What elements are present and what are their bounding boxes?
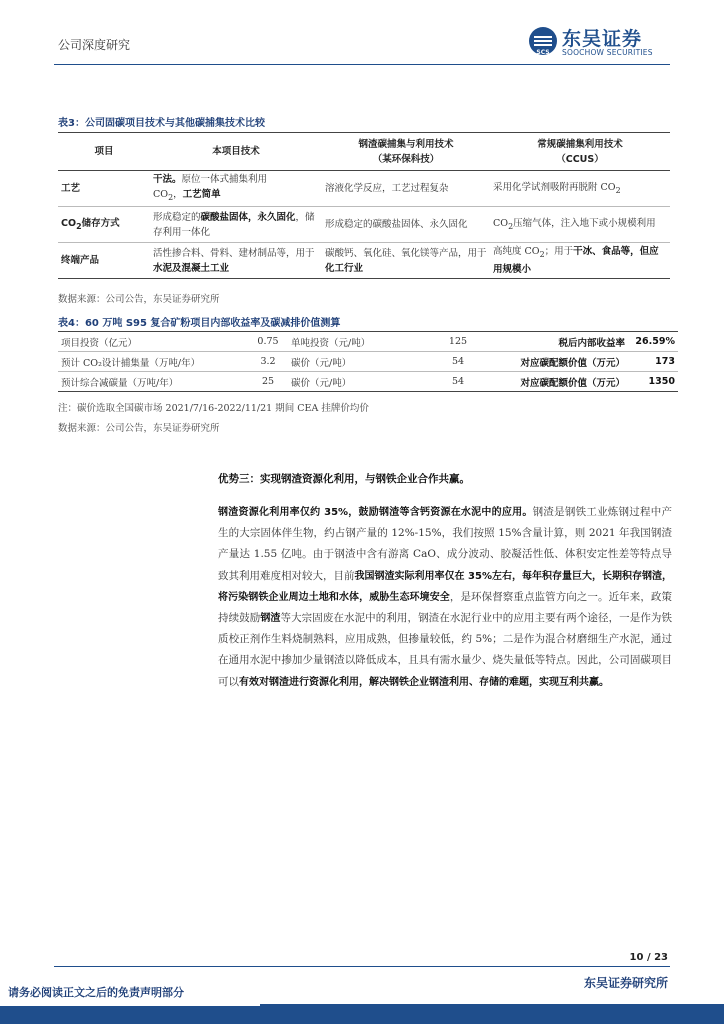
cell-own-process: 干法。原位一体式捕集利用 $CO_2$，工艺简单 [153, 174, 268, 202]
footer-rule [54, 966, 670, 967]
table-row [58, 171, 670, 207]
cell-own-product: 活性掺合料、骨料、建材制品等，用于水泥及混凝土工业 [153, 247, 315, 274]
cell-key: 对应碳配额价值（万元） [520, 357, 625, 369]
cell-value: 54 [451, 376, 465, 387]
svg-text:SCS: SCS [536, 49, 550, 56]
cell-slag-product: 碳酸钙、氧化硅、氧化镁等产品，用于化工行业 [325, 247, 487, 274]
table4-source: 数据来源：公司公告，东吴证券研究所 [58, 423, 220, 434]
brand-name-en: SOOCHOW SECURITIES [562, 48, 653, 57]
table-row [58, 352, 678, 372]
cell-value: 125 [448, 336, 468, 347]
brand-name-cn: 东吴证券 [562, 28, 643, 50]
table-row [58, 243, 670, 279]
footer-band [0, 1004, 724, 1024]
table-header-row [58, 133, 670, 171]
cell-slag-process: 溶液化学反应，工艺过程复杂 [325, 183, 449, 194]
table4-note: 注：碳价选取全国碳市场 2021/7/16-2022/11/21 期间 CEA 挂牌价均价 [58, 403, 369, 414]
section-heading: 优势三：实现钢渣资源化利用，与钢铁企业合作共赢。 [218, 473, 470, 485]
col-header-ccus: 常规碳捕集利用技术 （CCUS） [537, 138, 623, 165]
table-row [58, 372, 678, 392]
cell-label: 碳价（元/吨） [291, 357, 352, 369]
cell-label: 项目投资（亿元） [61, 337, 138, 349]
cell-value: 3.2 [260, 356, 276, 367]
cell-ccus-product: 高纯度 $CO_2$；用于干冰、食品等，但应用规模小 [493, 246, 659, 275]
row-label-product: 终端产品 [61, 255, 100, 266]
table-row [58, 207, 670, 243]
table4-caption: 表4：60 万吨 S95 复合矿粉项目内部收益率及碳减排价值测算 [58, 318, 341, 329]
report-type-label: 公司深度研究 [58, 38, 131, 52]
cell-key-value: 1350 [648, 376, 675, 387]
table3-caption: 表3：公司固碳项目技术与其他碳捕集技术比较 [58, 118, 265, 129]
cell-key-value: 173 [655, 356, 675, 367]
cell-slag-storage: 形成稳定的碳酸盐固体、永久固化 [325, 219, 468, 230]
cell-ccus-storage: $CO_2$压缩气体，注入地下或小规模利用 [493, 217, 656, 231]
soochow-logo-icon [528, 26, 558, 56]
col-header-own-tech: 本项目技术 [212, 146, 260, 157]
cell-label: 碳价（元/吨） [291, 377, 352, 389]
row-label-process: 工艺 [61, 183, 81, 194]
row-label-storage: $CO_2$储存方式 [61, 217, 120, 231]
cell-label: 预计综合减碳量（万吨/年） [61, 377, 179, 389]
header-rule [54, 64, 670, 65]
cell-key: 税后内部收益率 [558, 337, 625, 349]
cell-label: 单吨投资（元/吨） [291, 337, 371, 349]
cell-key-value: 26.59% [635, 336, 675, 347]
cell-own-storage: 形成稳定的碳酸盐固体，永久固化，储存利用一体化 [153, 211, 315, 238]
cell-value: 0.75 [257, 336, 279, 347]
disclaimer-text: 请务必阅读正文之后的免责声明部分 [8, 986, 184, 999]
col-header-slag-tech: 钢渣碳捕集与利用技术 （某环保科技） [358, 138, 454, 165]
cell-ccus-process: 采用化学试剂吸附再脱附 $CO_2$ [493, 181, 621, 195]
table-row [58, 332, 678, 352]
body-paragraph: 钢渣资源化利用率仅约 35%，鼓励钢渣等含钙资源在水泥中的应用。钢渣是钢铁工业炼钢过程中产生的大宗固体伴生物，约占钢产量的 12%-15%，我们按照 15%含量计算，则 2021 年我国钢渣产量达 1.55 亿吨。由于钢渣中含有游离 CaO、成分波动、胶凝活性低、体积安定性差等特点导致其利用难度相对较大，目前我国钢渣实际利用率仅在 35%左右，每年积存量巨大，长期积存钢渣，将污染钢铁企业周边土地和水体，威胁生态环境安全，是环保督察重点监管方向之一。近年来，政策持续鼓励钢渣等大宗固废在水泥中的利用，钢渣在水泥行业中的应用主要有两个途径，一是作为铁质校正剂作生料烧制熟料，应用成熟，但掺量较低，约 5%；二是作为混合材磨细生产水泥，通过在通用水泥中掺加少量钢渣以降低成本，且具有需水量少、烧失量低等特点。因此，公司固碳项目可以有效对钢渣进行资源化利用，解决钢铁企业钢渣利用、存储的难题，实现互利共赢。 [218, 506, 673, 688]
tech-comparison-table [58, 132, 670, 279]
cell-key: 对应碳配额价值（万元） [520, 377, 625, 389]
cell-value: 54 [451, 356, 465, 367]
table3-source: 数据来源：公司公告，东吴证券研究所 [58, 294, 220, 305]
cell-value: 25 [261, 376, 275, 387]
irr-estimate-table [58, 331, 678, 392]
brand-logo [528, 26, 668, 62]
page-number: 10 / 23 [629, 952, 668, 963]
col-header-item: 项目 [94, 146, 114, 157]
cell-label: 预计 CO₂设计捕集量（万吨/年） [61, 357, 201, 369]
footer-org-name: 东吴证券研究所 [583, 976, 668, 990]
